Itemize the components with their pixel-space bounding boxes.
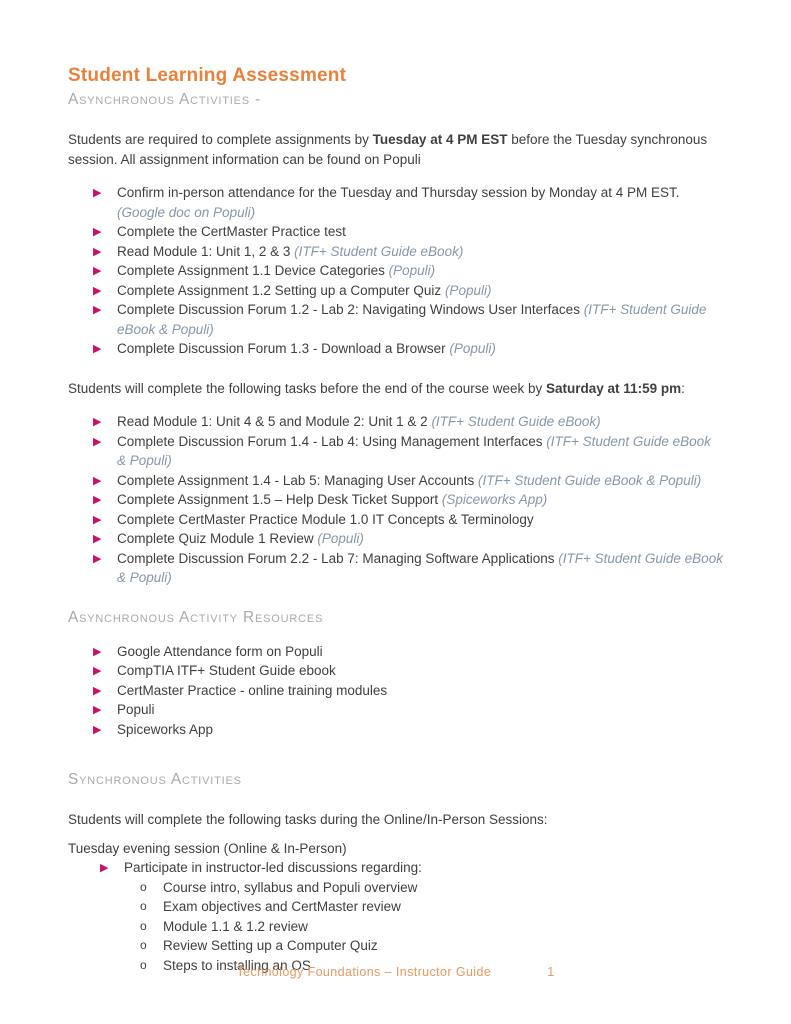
text-run: Tuesday at 4 PM EST	[372, 132, 508, 147]
section-heading-asynchronous-resources: Asynchronous Activity Resources	[68, 608, 324, 626]
triangle-bullet-icon: ▶	[93, 704, 102, 716]
list-item-text	[117, 434, 711, 469]
text-run: (Populi)	[449, 341, 496, 356]
list-item-text	[117, 644, 323, 659]
paragraph-tuesday-session	[68, 839, 723, 859]
list-item	[68, 510, 723, 530]
text-run: Google Attendance form on Populi	[117, 643, 323, 659]
list-item	[68, 183, 723, 222]
triangle-bullet-icon: ▶	[93, 265, 102, 277]
list-item-text	[117, 414, 601, 429]
triangle-bullet-icon: ▶	[93, 284, 102, 297]
text-run: (Spiceworks App)	[441, 492, 548, 507]
list-item	[68, 432, 723, 471]
text-run: Students will complete the following tasks before the end of the course week by	[68, 380, 547, 396]
list-item	[68, 642, 723, 662]
list-item	[68, 222, 723, 242]
text-run: before the Tuesday synchronous session. All assignment information can be found on Populi	[68, 132, 708, 167]
list-item	[68, 720, 723, 740]
triangle-bullet-icon: ▶	[93, 723, 102, 736]
list-item-text	[117, 283, 491, 298]
text-run: (ITF+ Student Guide eBook & Populi)	[117, 550, 723, 585]
circle-bullet-icon: o	[140, 957, 147, 972]
list-item-text	[117, 263, 435, 278]
list-item-text	[117, 302, 706, 337]
triangle-bullet-icon: ▶	[93, 474, 102, 487]
text-run: Complete Assignment 1.2 Setting up a Computer Quiz	[117, 282, 445, 298]
triangle-bullet-icon: ▶	[93, 245, 102, 258]
list-item	[68, 261, 723, 281]
text-run: CompTIA ITF+ Student Guide ebook	[117, 663, 336, 678]
text-run: Steps to installing an OS	[163, 957, 311, 973]
circle-bullet-icon: o	[140, 938, 147, 952]
paragraph-intro	[68, 130, 723, 169]
paragraph-week-deadline	[68, 379, 723, 399]
triangle-bullet-icon: ▶	[93, 513, 102, 526]
session-topic-list	[68, 878, 723, 976]
list-item	[68, 490, 723, 510]
list-item	[68, 897, 723, 917]
text-run: :	[681, 380, 685, 396]
list-item-text	[117, 492, 547, 507]
text-run: Confirm in-person attendance for the Tuesday and Thursday session by Monday at 4 PM EST.	[117, 185, 680, 200]
text-run: Complete Assignment 1.4 - Lab 5: Managing User Accounts	[117, 472, 478, 488]
text-run: Complete Discussion Forum 1.4 - Lab 4: Using Management Interfaces	[117, 433, 547, 449]
task-list-week	[68, 412, 723, 588]
list-item-text	[117, 702, 155, 717]
list-item-text	[117, 512, 534, 527]
text-run: Exam objectives and CertMaster review	[163, 899, 401, 914]
text-run: Spiceworks App	[117, 721, 214, 737]
list-item	[68, 858, 723, 878]
text-run: Students are required to complete assignments by	[68, 132, 373, 147]
list-item-text	[117, 473, 701, 488]
list-item	[68, 917, 723, 937]
list-item-text	[117, 683, 387, 698]
list-item	[68, 661, 723, 681]
text-run: Students will complete the following tasks during the Online/In-Person Sessions:	[68, 812, 548, 827]
triangle-bullet-icon: ▶	[93, 416, 102, 428]
list-item	[68, 242, 723, 262]
text-run: Module 1.1 & 1.2 review	[163, 918, 308, 934]
paragraph-synchronous-intro	[68, 810, 723, 830]
text-run: Read Module 1: Unit 4 & 5 and Module 2: Unit 1 & 2	[117, 414, 432, 429]
list-item-text	[163, 938, 378, 953]
text-run: CertMaster Practice - online training modules	[117, 682, 388, 698]
circle-bullet-icon: o	[140, 879, 147, 894]
text-run: Tuesday evening session (Online & In-Person)	[68, 840, 347, 856]
list-item-text	[163, 880, 417, 895]
section-heading-asynchronous-activities: Asynchronous Activities -	[68, 91, 261, 108]
footer-title: Technology Foundations – Instructor Guide	[236, 964, 492, 979]
text-run: (ITF+ Student Guide eBook & Populi)	[117, 433, 711, 468]
text-run: Populi	[117, 702, 155, 717]
triangle-bullet-icon: ▶	[93, 684, 102, 697]
list-item-text	[117, 185, 680, 220]
text-run: Complete Discussion Forum 1.3 - Download a Browser	[117, 341, 450, 356]
list-item-text	[117, 244, 463, 259]
text-run: (Populi)	[388, 263, 436, 278]
text-run: Complete Assignment 1.5 – Help Desk Ticket Support	[117, 492, 442, 507]
list-item-text	[117, 531, 364, 546]
text-run: Saturday at 11:59 pm	[546, 380, 682, 396]
list-item-text	[117, 551, 723, 586]
triangle-bullet-icon: ▶	[93, 665, 102, 677]
page-title: Student Learning Assessment	[68, 65, 347, 86]
list-item	[68, 300, 723, 339]
text-run: (ITF+ Student Guide eBook)	[431, 414, 601, 429]
task-list-tuesday	[68, 183, 723, 359]
text-run: (ITF+ Student Guide eBook & Populi)	[477, 472, 702, 488]
triangle-bullet-icon: ▶	[100, 862, 109, 874]
text-run: Read Module 1: Unit 1, 2 & 3	[117, 243, 295, 259]
list-item	[68, 471, 723, 491]
resource-list	[68, 642, 723, 740]
list-item	[68, 529, 723, 549]
list-item-text	[124, 860, 422, 875]
text-run: Complete Quiz Module 1 Review	[117, 531, 318, 546]
list-item	[68, 681, 723, 701]
text-run: (Google doc on Populi)	[117, 204, 256, 220]
session-task-list	[68, 858, 723, 878]
text-run: Review Setting up a Computer Quiz	[163, 938, 378, 953]
text-run: Participate in instructor-led discussions regarding:	[124, 860, 422, 875]
text-run: Complete Assignment 1.1 Device Categories	[117, 263, 389, 278]
text-run: Complete Discussion Forum 1.2 - Lab 2: Navigating Windows User Interfaces	[117, 302, 584, 317]
list-item-text	[117, 663, 336, 678]
page-number: 1	[547, 964, 555, 979]
list-item-text	[117, 224, 346, 239]
triangle-bullet-icon: ▶	[93, 226, 102, 238]
circle-bullet-icon: o	[140, 918, 147, 933]
triangle-bullet-icon: ▶	[93, 533, 102, 545]
page-content	[68, 64, 723, 975]
list-item-text	[163, 899, 401, 914]
list-item	[68, 339, 723, 359]
text-run: (ITF+ Student Guide eBook & Populi)	[117, 302, 707, 337]
triangle-bullet-icon: ▶	[93, 343, 102, 355]
list-item-text	[117, 722, 213, 737]
text-run: (Populi)	[444, 282, 492, 298]
text-run: Complete the CertMaster Practice test	[117, 224, 346, 239]
section-heading-synchronous-activities: Synchronous Activities	[68, 771, 242, 788]
triangle-bullet-icon: ▶	[93, 552, 102, 565]
triangle-bullet-icon: ▶	[93, 645, 102, 658]
text-run: (ITF+ Student Guide eBook)	[294, 243, 464, 259]
triangle-bullet-icon: ▶	[93, 435, 102, 448]
triangle-bullet-icon: ▶	[93, 304, 102, 316]
page-footer	[0, 963, 791, 983]
text-run: Complete Discussion Forum 2.2 - Lab 7: Managing Software Applications	[117, 550, 559, 566]
text-run: Course intro, syllabus and Populi overview	[163, 879, 418, 895]
circle-bullet-icon: o	[140, 899, 147, 913]
text-run: (Populi)	[317, 531, 364, 546]
text-run: Complete CertMaster Practice Module 1.0 IT Concepts & Terminology	[117, 511, 534, 527]
triangle-bullet-icon: ▶	[93, 494, 102, 506]
list-item-text	[117, 341, 496, 356]
list-item	[68, 549, 723, 588]
list-item	[68, 700, 723, 720]
triangle-bullet-icon: ▶	[93, 187, 102, 199]
list-item	[68, 412, 723, 432]
list-item-text	[163, 919, 308, 934]
list-item	[68, 281, 723, 301]
list-item	[68, 878, 723, 898]
list-item	[68, 936, 723, 956]
